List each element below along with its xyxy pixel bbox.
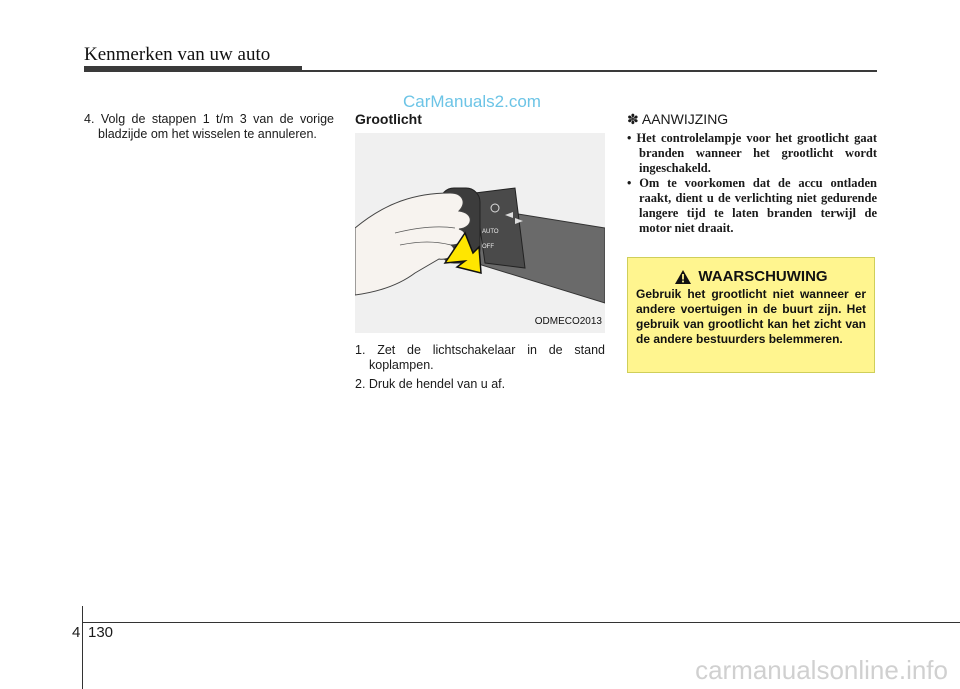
lever-drawing bbox=[355, 133, 605, 333]
figure-code: ODMECO2013 bbox=[534, 316, 602, 327]
warning-title: WAARSCHUWING bbox=[698, 268, 828, 285]
section-heading: Grootlicht bbox=[355, 111, 422, 127]
step-item: 4. Volg de stappen 1 t/m 3 van de vorige bladzijde om het wisselen te annuleren. bbox=[84, 112, 334, 141]
left-column bbox=[84, 112, 334, 146]
note-heading bbox=[627, 112, 877, 127]
header-rule bbox=[300, 70, 877, 72]
watermark-top: CarManuals2.com bbox=[403, 92, 541, 111]
page-number: 130 bbox=[88, 624, 114, 641]
step-item: 2. Druk de hendel van u af. bbox=[355, 377, 506, 391]
header-bar bbox=[84, 66, 302, 72]
footer-divider-horizontal bbox=[82, 622, 960, 623]
svg-text:AUTO: AUTO bbox=[482, 229, 499, 235]
note-item: • Het controlelampje voor het grootlicht gaat branden wanneer het grootlicht wordt ingeschakeld. bbox=[627, 131, 877, 175]
step-item: 1. Zet de lichtschakelaar in de stand koplampen. bbox=[355, 343, 605, 372]
page-header-title: Kenmerken van uw auto bbox=[84, 44, 271, 65]
warning-triangle-icon bbox=[674, 269, 692, 285]
middle-column bbox=[355, 112, 605, 396]
note-heading-text: AANWIJZING bbox=[641, 111, 729, 127]
warning-header bbox=[636, 268, 866, 285]
note-list bbox=[627, 131, 877, 236]
warning-text: Gebruik het grootlicht niet wanneer er andere voertuigen in de buurt zijn. Het gebruik van grootlicht kan het zicht van de andere bestuurders belemmeren. bbox=[636, 287, 866, 346]
note-item: • Om te voorkomen dat de accu ontladen raakt, dient u de verlichting niet gedurende langere tijd te laten branden terwijl de motor niet draait. bbox=[627, 176, 877, 235]
watermark-bottom: carmanualsonline.info bbox=[695, 655, 948, 685]
right-column bbox=[627, 112, 877, 236]
lever-illustration bbox=[355, 133, 605, 333]
svg-text:OFF: OFF bbox=[482, 244, 494, 250]
note-symbol-icon: ✽ bbox=[627, 111, 639, 127]
section-number: 4 bbox=[72, 624, 81, 641]
footer-divider-vertical bbox=[82, 606, 83, 689]
warning-box bbox=[627, 257, 875, 373]
